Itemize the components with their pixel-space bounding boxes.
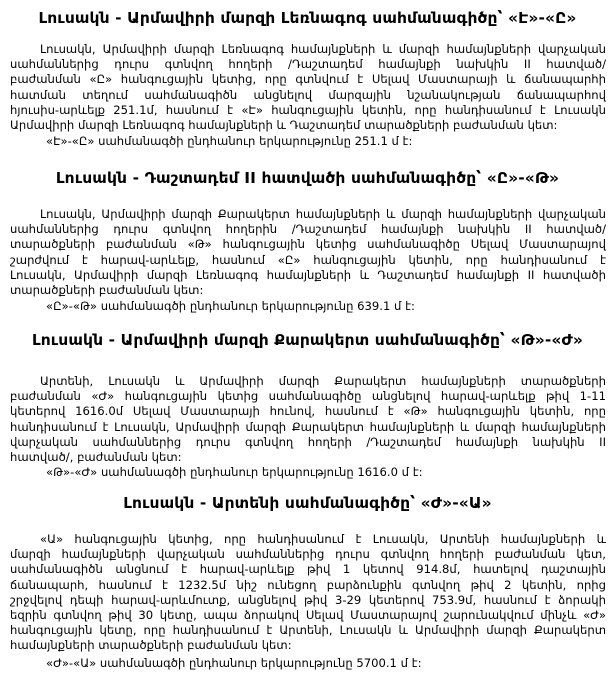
paragraph-line: Արտենի, Լուսակն և Արմավիրի մարզի Քարակերտ համայնքների տարածքների: [40, 374, 606, 388]
paragraph-line: ճանապարհ, հասնում է 1232.5մ նիշ ունեցող բարձունքին գտնվող թիվ 2 կետին, որից: [10, 577, 606, 592]
paragraph-line: հատման տեղում սահմանագիծն անցնելով մարզային նշանակության ճանապարհով: [10, 87, 606, 102]
paragraph-line: սահմաններից դուրս գտնվող հողերին /Դաշտադեմ համայնքի նախկին II հատված/: [10, 222, 606, 237]
paragraph-line: տարածքների բաժանման կետ:: [10, 283, 204, 298]
paragraph-line: Լուսակն, Արմավիրի մարզի Լեռնագոգ համայնքների և մարզի համայնքների վարչական: [40, 42, 606, 56]
section-paragraph-1: [10, 42, 606, 133]
section-title-1: Լուսակն - Արմավիրի մարզի Լեռնագոգ սահմանագիծը՝ «Է»-«Ը»: [38, 9, 577, 27]
section-title-4: Լուսակն - Արտենի սահմանագիծը՝ «Ժ»-«Ա»: [123, 494, 492, 512]
paragraph-line: հանդիսանում է Լուսակն, Արմավիրի մարզի Քարակերտ համայնքների և մարզի համայնքների: [10, 419, 606, 434]
paragraph-line: Լուսակն, Արմավիրի մարզի Լեռնագոգ համայնքների և Դաշտադեմ համայնքի II հատվածի: [10, 267, 606, 282]
paragraph-line: եզրին գտնվող թիվ 30 կետը, ապա ձորակով Սելավ Մաստարայով շարունակվում մինչև «Ժ»: [10, 608, 606, 623]
paragraph-line: բաժանման «Ժ» հանգուցային կետից սահմանագիծը անցնելով հարավ-արևելք թիվ 1-11: [10, 389, 606, 404]
paragraph-line: Լուսակն, Արմավիրի մարզի Քարակերտ համայնքների և մարզի համայնքների վարչական: [40, 207, 606, 221]
paragraph-line: հանգուցային կետը, որը հանդիսանում է Արտենի, Լուսակն և Արմավիրի մարզի Քարակերտ: [10, 623, 606, 638]
paragraph-line: համայնքների տարածքների բաժանման կետ:: [10, 638, 292, 653]
paragraph-line: Արմավիրի մարզի Լեռնագոգ համայնքների և Դաշտադեմ տարածքների բաժանման կետ:: [10, 118, 558, 133]
section-summary-4: «Ժ»-«Ա» սահմանագծի ընդհանուր երկարությունը 5700.1 մ է:: [46, 656, 422, 670]
paragraph-line: շրջվելով դեպի հարավ-արևմուտք, անցնելով թիվ 3-29 կետերով 753.9մ, հասնում է ձորակի: [10, 592, 606, 607]
paragraph-line: հյուսիս-արևելք 251.1մ, հասնում է «Է» հանգուցային կետին, որը հանդիսանում է Լուսակն: [10, 102, 606, 117]
section-paragraph-2: [10, 207, 606, 298]
paragraph-line: շարժվում է հարավ-արևելք, հասնում «Ը» հանգուցային կետին, որը հանդիսանում է: [10, 252, 606, 267]
paragraph-line: սահմանագիծն անցնում է հարավ-արևելք թիվ 1 կետով 914.8մ, հատելով դաշտային: [10, 562, 606, 577]
section-summary-3: «Թ»-«Ժ» սահմանագծի ընդհանուր երկարությունը 1616.0 մ է:: [46, 465, 423, 479]
paragraph-line: «Ա» հանգուցային կետից, որը հանդիսանում է Լուսակն, Արտենի համայնքների և: [40, 532, 606, 546]
section-summary-2: «Ը»-«Թ» սահմանագծի ընդհանուր երկարությունը 639.1 մ է:: [46, 299, 415, 313]
paragraph-line: սահմաններից դուրս գտնվող հողերի /Դաշտադեմ համայնքի նախկին II հատված/: [10, 57, 606, 72]
section-title-3: Լուսակն - Արմավիրի մարզի Քարակերտ սահմանագիծը՝ «Թ»-«Ժ»: [31, 331, 583, 349]
section-paragraph-3: [10, 374, 606, 465]
section-paragraph-4: [10, 532, 606, 654]
paragraph-line: կետերով 1616.0մ Սելավ Մաստարայի հունով, հասնում է «Թ» հանգուցային կետին, որը: [10, 404, 606, 419]
paragraph-line: վարչական սահմաններից դուրս գտնվող հողերի /Դաշտադեմ համայնքի նախկին II: [10, 434, 606, 449]
section-summary-1: «Է»-«Ը» սահմանագծի ընդհանուր երկարությունը 251.1 մ է:: [46, 134, 413, 148]
paragraph-line: մարզի համայնքների վարչական սահմաններից դուրս գտնվող հողերի բաժանման կետ,: [10, 547, 606, 562]
paragraph-line: բաժանման «Ը» հանգուցային կետից, որը գտնվում է Սելավ Մաստարայի և ճանապարհի: [10, 72, 606, 87]
paragraph-line: հատված/, բաժանման կետ:: [10, 450, 182, 465]
paragraph-line: տարածքների բաժանման «Թ» հանգուցային կետից սահմանագիծը Սելավ Մաստարայով: [10, 237, 606, 252]
section-title-2: Լուսակն - Դաշտադեմ II հատվածի սահմանագիծը՝ «Ը»-«Թ»: [55, 169, 560, 187]
